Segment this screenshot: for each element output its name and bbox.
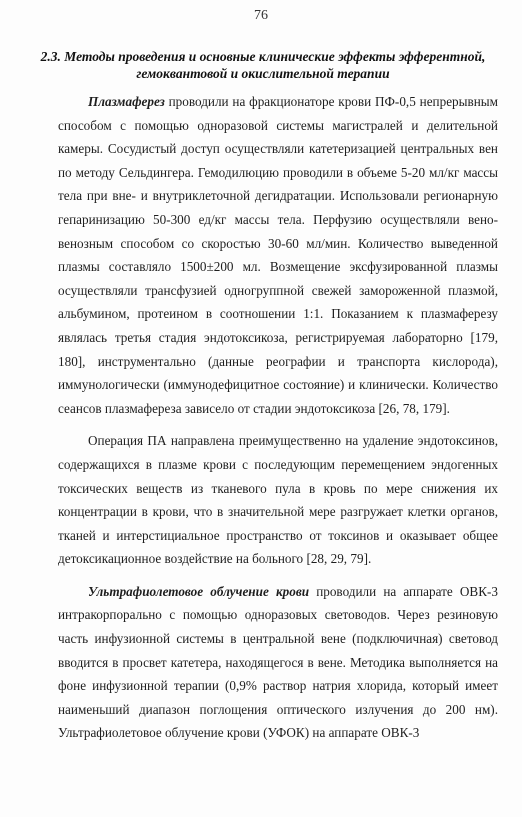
section-title-line-2: гемоквантовой и окислительной терапии bbox=[136, 66, 390, 81]
section-title bbox=[28, 48, 498, 82]
page-number: 76 bbox=[254, 8, 268, 23]
term-plasmapheresis: Плазмаферез bbox=[88, 94, 165, 109]
section-title-line-1: 2.3. Методы проведения и основные клинические эффекты эфферентной, bbox=[40, 49, 486, 64]
paragraph-text: Операция ПА направлена преимущественно на удаление эндотоксинов, содержащихся в плазме крови с последующим перемещением эндогенных токсических веществ из тканевого пула в кровь по мере снижения их концентрации в крови, что в значительной мере разгружает клетки органов, тканей и интерстициальное пространство от токсинов и оказывает общее детоксикационное воздействие на больного [28, 29, 79]. bbox=[58, 433, 498, 567]
paragraph-pa-operation bbox=[58, 429, 498, 571]
paragraph-uv-blood-irradiation bbox=[58, 580, 498, 745]
body-text bbox=[58, 90, 498, 745]
term-uv-blood-irradiation: Ультрафиолетовое облучение крови bbox=[88, 583, 310, 599]
paragraph-text: проводили на аппарате ОВК-3 интракорпорально с помощью одноразовых световодов. Через резиновую часть инфузионной системы в центральной вене (подключичная) световод вводится в просвет катетера, находящегося в вене. Методика выполняется на фоне инфузионной терапии (0,9% раствор натрия хлорида, который имеет наименьший диапазон поглощения оптического излучения до 200 нм). Ультрафиолетовое облучение крови (УФОК) на аппарате ОВК-3 bbox=[58, 583, 498, 741]
paragraph-text: проводили на фракционаторе крови ПФ-0,5 непрерывным способом с помощью одноразовой системы магистралей и делительной камеры. Сосудистый доступ осуществляли катетеризацией центральных вен по методу Сельдингера. Гемодилюцию проводили в объеме 5-20 мл/кг массы тела при вне- и внутриклеточной дегидратации. Использовали регионарную гепаринизацию 50-300 ед/кг массы тела. Перфузию осуществляли вено-венозным способом со скоростью 30-60 мл/мин. Количество выведенной плазмы составляло 1500±200 мл. Возмещение эксфузированной плазмы осуществляли трансфузией одногруппной свежей замороженной плазмой, альбумином, протеином в соотношении 1:1. Показанием к плазмаферезу являлась третья стадия эндотоксикоза, регистрируемая лабораторно [179, 180], инструментально (данные реографии и транспорта кислорода), иммунологически (иммунодефицитное состояние) и клинически. Количество сеансов плазмафереза зависело от стадии эндотоксикоза [26, 78, 179]. bbox=[58, 94, 498, 416]
paragraph-plasmapheresis bbox=[58, 90, 498, 420]
